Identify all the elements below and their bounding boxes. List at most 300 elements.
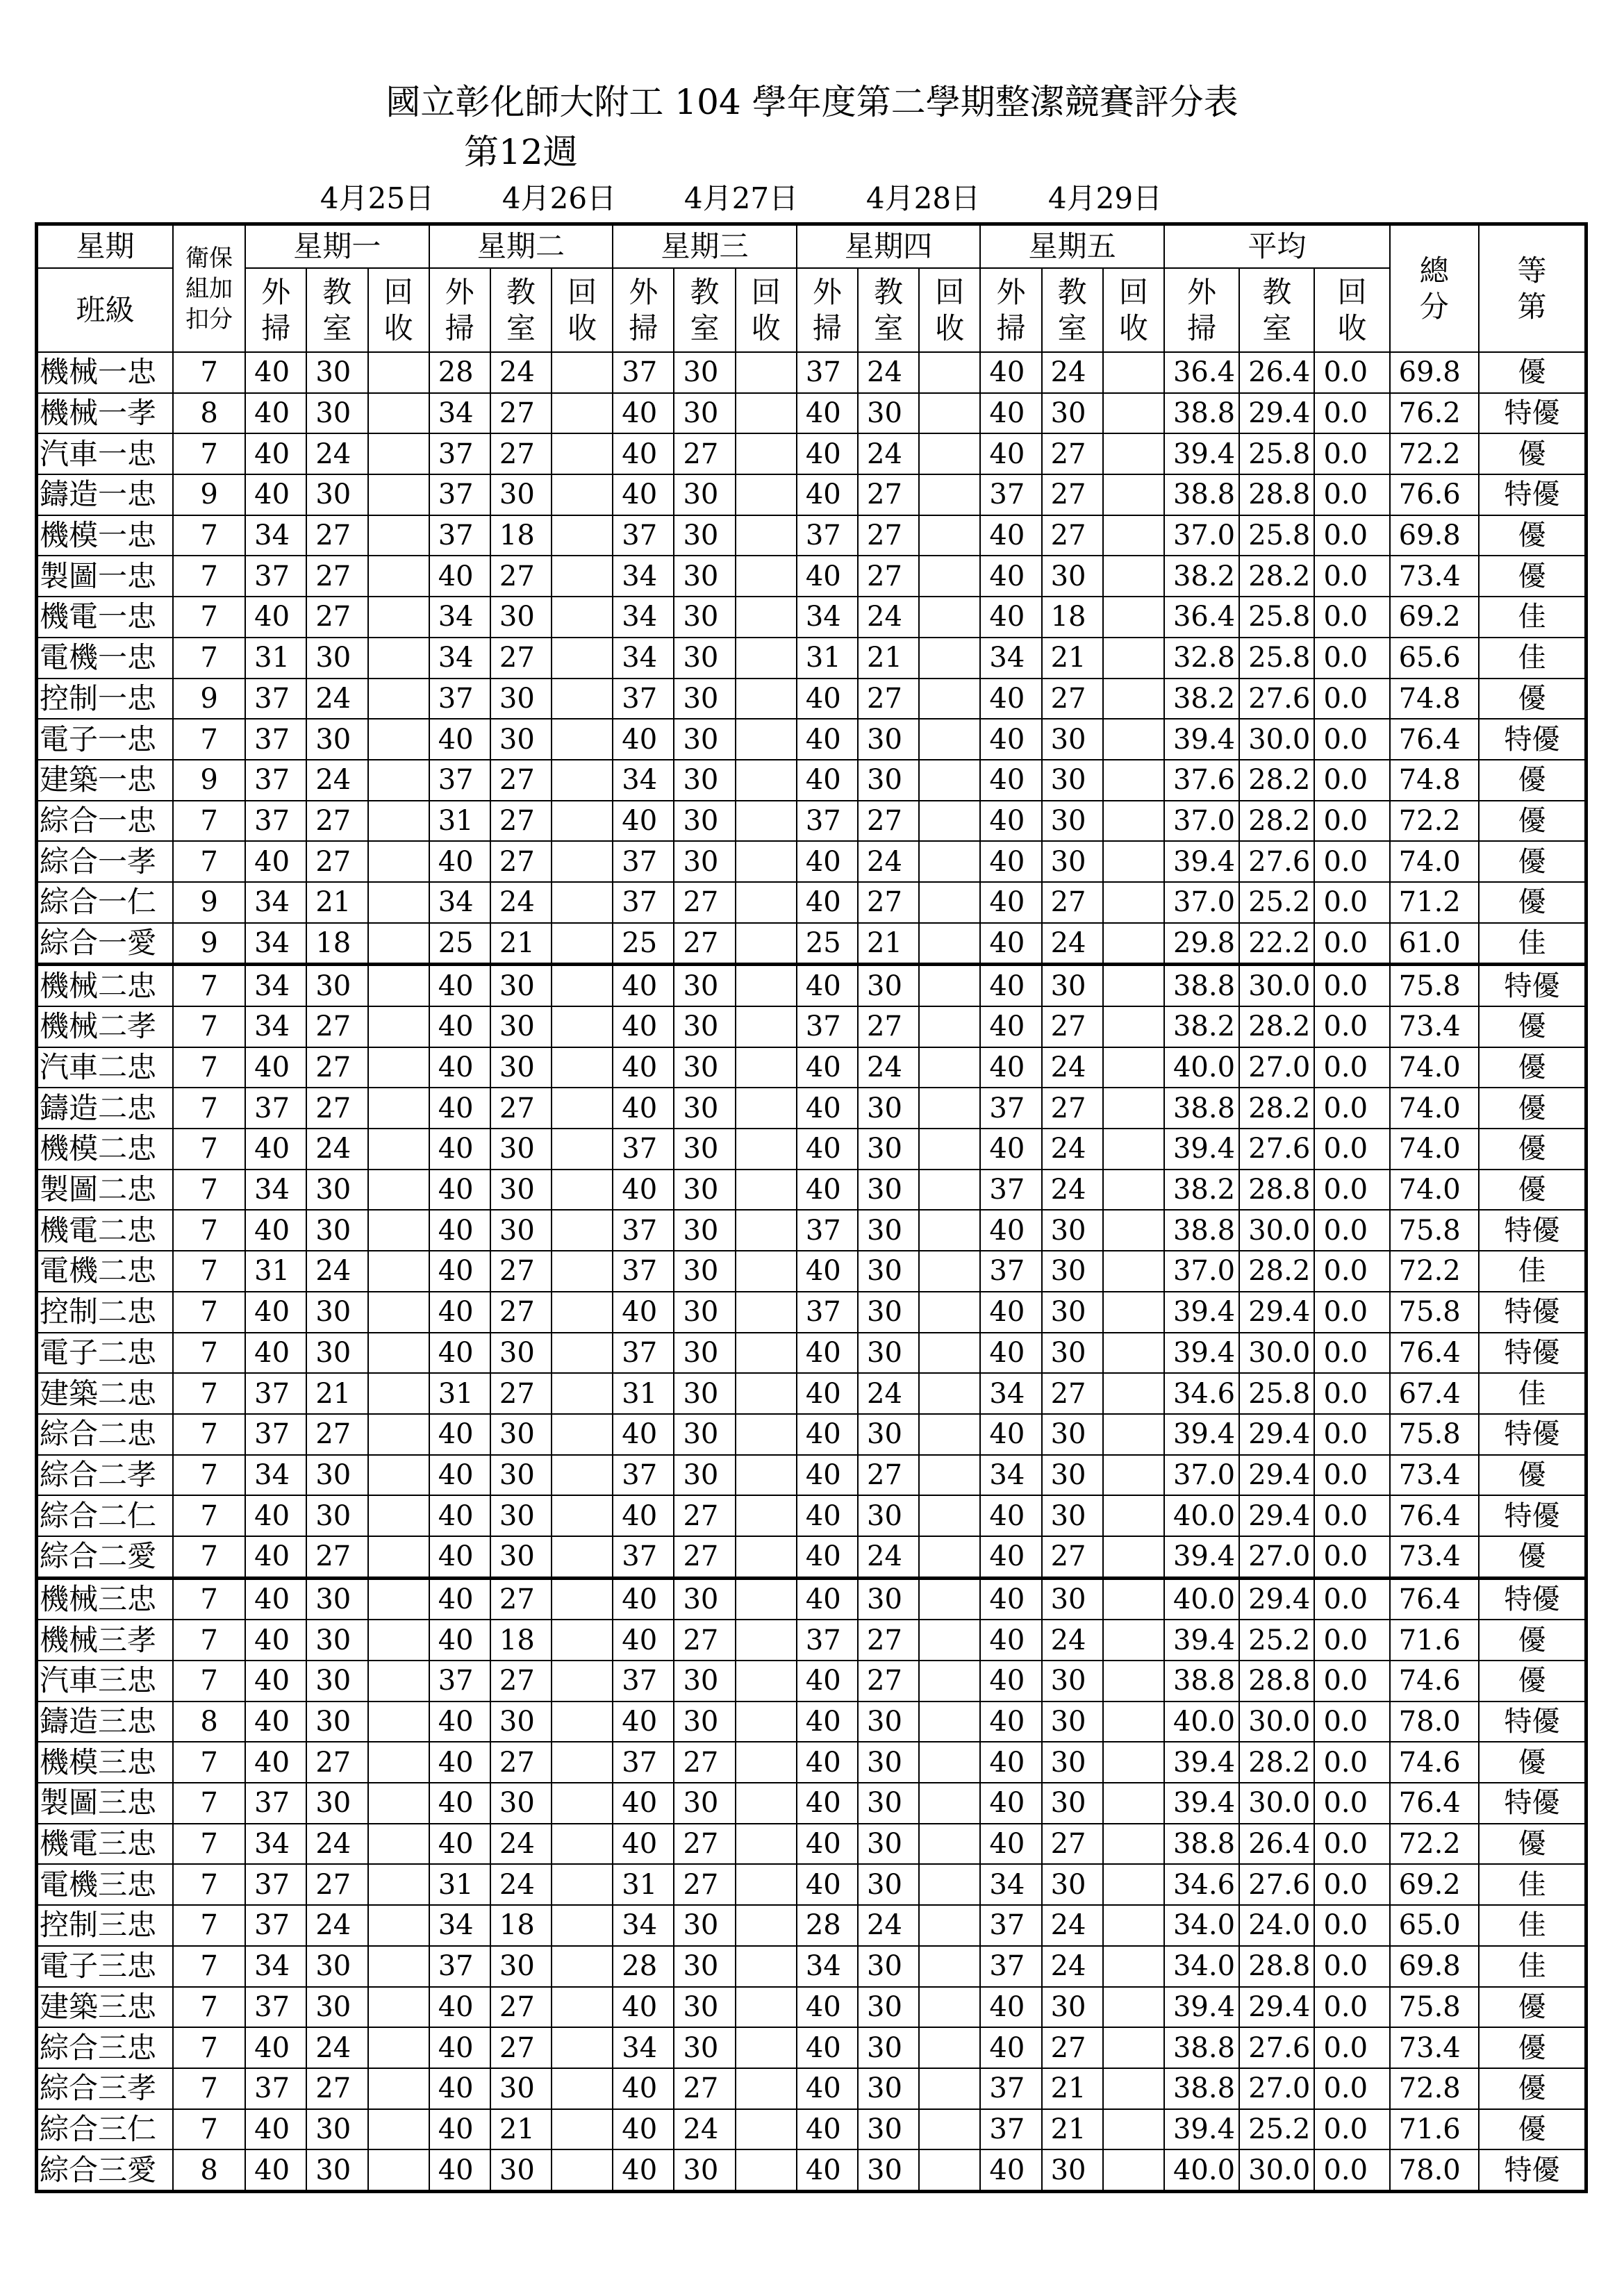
- outdoor-score-cell: 40: [429, 1414, 490, 1455]
- classroom-score-cell: 30: [858, 1251, 919, 1292]
- classroom-score-cell: 24: [858, 1373, 919, 1414]
- classroom-score-cell: 27: [306, 1088, 367, 1129]
- grade-cell: 特優: [1479, 1702, 1586, 1742]
- class-name-cell: 機模三忠: [37, 1742, 173, 1783]
- classroom-score-cell: 27: [1042, 2027, 1103, 2068]
- outdoor-score-cell: 34: [429, 638, 490, 679]
- recycle-score-cell: [736, 1088, 797, 1129]
- outdoor-score-cell: 40: [429, 1251, 490, 1292]
- avg-recycle-cell: 0.0: [1314, 638, 1389, 679]
- outdoor-score-cell: 40: [429, 2068, 490, 2109]
- subheader-line2: 掃: [996, 310, 1026, 345]
- classroom-score-cell: 30: [674, 760, 735, 801]
- avg-recycle-cell: 0.0: [1314, 393, 1389, 434]
- classroom-score-cell: 30: [674, 1170, 735, 1211]
- outdoor-score-cell: 37: [613, 1742, 674, 1783]
- total-score-cell: 72.2: [1390, 1251, 1479, 1292]
- classroom-score-cell: 24: [1042, 1905, 1103, 1946]
- grade-cell: 優: [1479, 1129, 1586, 1170]
- subheader-classroom: [490, 268, 552, 352]
- avg-recycle-cell: 0.0: [1314, 1006, 1389, 1047]
- deduction-cell: 7: [173, 2109, 245, 2150]
- outdoor-score-cell: 40: [980, 1006, 1041, 1047]
- recycle-score-cell: [368, 1292, 429, 1333]
- deduction-cell: 7: [173, 1373, 245, 1414]
- recycle-score-cell: [919, 1702, 980, 1742]
- recycle-score-cell: [919, 597, 980, 638]
- subheader-recycle: [1103, 268, 1164, 352]
- recycle-score-cell: [736, 1864, 797, 1905]
- avg-recycle-cell: 0.0: [1314, 882, 1389, 923]
- recycle-score-cell: [736, 841, 797, 882]
- recycle-score-cell: [368, 1006, 429, 1047]
- outdoor-score-cell: 40: [245, 2027, 306, 2068]
- grade-cell: 優: [1479, 1987, 1586, 2028]
- total-score-cell: 74.0: [1390, 841, 1479, 882]
- class-name-cell: 建築二忠: [37, 1373, 173, 1414]
- classroom-score-cell: 21: [306, 1373, 367, 1414]
- recycle-score-cell: [1103, 801, 1164, 842]
- subheader-outdoor: [245, 268, 306, 352]
- recycle-score-cell: [368, 801, 429, 842]
- outdoor-score-cell: 37: [613, 1333, 674, 1374]
- classroom-score-cell: 30: [858, 1495, 919, 1536]
- total-score-cell: 72.2: [1390, 433, 1479, 474]
- recycle-score-cell: [552, 1987, 613, 2028]
- table-row: [37, 1742, 1586, 1783]
- average-header: 平均: [1164, 224, 1390, 269]
- deduction-cell: 7: [173, 1251, 245, 1292]
- avg-outdoor-cell: 37.0: [1164, 1251, 1239, 1292]
- outdoor-score-cell: 37: [980, 1905, 1041, 1946]
- avg-outdoor-cell: 38.8: [1164, 1824, 1239, 1865]
- outdoor-score-cell: 37: [245, 679, 306, 719]
- classroom-score-cell: 27: [858, 515, 919, 556]
- grade-cell: 優: [1479, 515, 1586, 556]
- outdoor-score-cell: 37: [980, 2068, 1041, 2109]
- classroom-score-cell: 30: [858, 1864, 919, 1905]
- classroom-score-cell: 27: [674, 1620, 735, 1661]
- outdoor-score-cell: 40: [980, 1824, 1041, 1865]
- recycle-score-cell: [736, 719, 797, 760]
- total-score-cell: 76.4: [1390, 719, 1479, 760]
- subheader-text: [1338, 274, 1367, 347]
- grade-cell: 佳: [1479, 1864, 1586, 1905]
- recycle-score-cell: [552, 433, 613, 474]
- table-row: [37, 882, 1586, 923]
- avg-recycle-cell: 0.0: [1314, 1946, 1389, 1987]
- classroom-score-cell: 30: [306, 1661, 367, 1702]
- classroom-score-cell: 30: [1042, 1495, 1103, 1536]
- class-name-cell: 綜合三愛: [37, 2149, 173, 2191]
- classroom-score-cell: 24: [1042, 1946, 1103, 1987]
- recycle-score-cell: [919, 2068, 980, 2109]
- classroom-score-cell: 27: [306, 1536, 367, 1578]
- outdoor-score-cell: 34: [245, 1455, 306, 1496]
- recycle-score-cell: [552, 719, 613, 760]
- classroom-score-cell: 30: [674, 1905, 735, 1946]
- total-score-cell: 76.4: [1390, 1783, 1479, 1824]
- avg-classroom-cell: 27.6: [1239, 1864, 1314, 1905]
- recycle-score-cell: [368, 1251, 429, 1292]
- classroom-score-cell: 27: [858, 801, 919, 842]
- grade-cell: 優: [1479, 556, 1586, 597]
- classroom-score-cell: 27: [306, 2068, 367, 2109]
- outdoor-score-cell: 40: [429, 1129, 490, 1170]
- classroom-score-cell: 27: [858, 1455, 919, 1496]
- recycle-score-cell: [368, 1905, 429, 1946]
- table-row: [37, 597, 1586, 638]
- deduction-cell: 7: [173, 1987, 245, 2028]
- avg-outdoor-cell: 34.0: [1164, 1905, 1239, 1946]
- outdoor-score-cell: 40: [429, 1783, 490, 1824]
- deduction-cell: 8: [173, 2149, 245, 2191]
- subheader-outdoor: [980, 268, 1041, 352]
- avg-recycle-cell: 0.0: [1314, 1210, 1389, 1251]
- classroom-score-cell: 30: [490, 1783, 552, 1824]
- classroom-score-cell: 30: [306, 352, 367, 393]
- avg-outdoor-cell: 32.8: [1164, 638, 1239, 679]
- classroom-score-cell: 30: [306, 393, 367, 434]
- outdoor-score-cell: 40: [797, 2149, 858, 2191]
- subheader-line1: 外: [996, 274, 1026, 309]
- avg-outdoor-cell: 39.4: [1164, 433, 1239, 474]
- classroom-score-cell: 27: [490, 433, 552, 474]
- classroom-score-cell: 30: [674, 556, 735, 597]
- outdoor-score-cell: 40: [245, 1661, 306, 1702]
- recycle-score-cell: [1103, 556, 1164, 597]
- recycle-score-cell: [552, 1373, 613, 1414]
- subheader-recycle: [552, 268, 613, 352]
- classroom-score-cell: 30: [490, 2149, 552, 2191]
- subheader-line2: 收: [1337, 310, 1367, 345]
- classroom-score-cell: 21: [306, 882, 367, 923]
- classroom-score-cell: 27: [1042, 1824, 1103, 1865]
- recycle-score-cell: [1103, 393, 1164, 434]
- subheader-line1: 教: [690, 274, 720, 309]
- recycle-score-cell: [1103, 1414, 1164, 1455]
- table-row: [37, 1661, 1586, 1702]
- table-row: [37, 1129, 1586, 1170]
- subheader-line1: 回: [383, 274, 413, 309]
- subheader-text: [1119, 274, 1148, 347]
- outdoor-score-cell: 40: [613, 1824, 674, 1865]
- outdoor-score-cell: 40: [797, 1578, 858, 1620]
- avg-classroom-cell: 29.4: [1239, 1578, 1314, 1620]
- outdoor-score-cell: 40: [429, 1702, 490, 1742]
- classroom-score-cell: 30: [306, 2149, 367, 2191]
- classroom-score-cell: 30: [490, 719, 552, 760]
- classroom-score-cell: 30: [490, 1047, 552, 1088]
- recycle-score-cell: [1103, 1905, 1164, 1946]
- classroom-score-cell: 24: [306, 679, 367, 719]
- outdoor-score-cell: 40: [797, 1864, 858, 1905]
- grade-cell: 優: [1479, 1536, 1586, 1578]
- outdoor-score-cell: 40: [429, 1006, 490, 1047]
- deduction-cell: 8: [173, 393, 245, 434]
- outdoor-score-cell: 40: [429, 1088, 490, 1129]
- classroom-score-cell: 30: [1042, 1578, 1103, 1620]
- avg-classroom-cell: 27.6: [1239, 2027, 1314, 2068]
- deduction-cell: 7: [173, 841, 245, 882]
- recycle-score-cell: [1103, 1129, 1164, 1170]
- classroom-score-cell: 27: [858, 1620, 919, 1661]
- outdoor-score-cell: 34: [429, 882, 490, 923]
- outdoor-score-cell: 37: [797, 515, 858, 556]
- grade-cell: 佳: [1479, 923, 1586, 965]
- subheader-text: [935, 274, 964, 347]
- deduction-cell: 7: [173, 1333, 245, 1374]
- recycle-score-cell: [1103, 841, 1164, 882]
- classroom-score-cell: 30: [1042, 841, 1103, 882]
- recycle-score-cell: [1103, 923, 1164, 965]
- avg-outdoor-cell: 38.2: [1164, 1170, 1239, 1211]
- recycle-score-cell: [1103, 1251, 1164, 1292]
- class-name-cell: 綜合一仁: [37, 882, 173, 923]
- recycle-score-cell: [552, 1088, 613, 1129]
- deduction-cell: 7: [173, 1824, 245, 1865]
- classroom-score-cell: 30: [674, 1783, 735, 1824]
- outdoor-score-cell: 37: [613, 841, 674, 882]
- recycle-score-cell: [1103, 1006, 1164, 1047]
- subheader-line1: 回: [751, 274, 781, 309]
- classroom-score-cell: 30: [674, 1129, 735, 1170]
- outdoor-score-cell: 40: [245, 1578, 306, 1620]
- recycle-score-cell: [736, 1824, 797, 1865]
- outdoor-score-cell: 40: [245, 1129, 306, 1170]
- avg-outdoor-cell: 37.6: [1164, 760, 1239, 801]
- avg-classroom-cell: 25.2: [1239, 882, 1314, 923]
- day-header-fri: 星期五: [980, 224, 1164, 269]
- recycle-score-cell: [552, 2027, 613, 2068]
- avg-recycle-cell: 0.0: [1314, 719, 1389, 760]
- classroom-score-cell: 30: [306, 474, 367, 515]
- classroom-score-cell: 27: [1042, 1536, 1103, 1578]
- classroom-score-cell: 30: [674, 1414, 735, 1455]
- recycle-score-cell: [736, 1333, 797, 1374]
- avg-recycle-cell: 0.0: [1314, 1864, 1389, 1905]
- total-score-cell: 73.4: [1390, 1536, 1479, 1578]
- day-header-thu: 星期四: [797, 224, 981, 269]
- classroom-score-cell: 30: [1042, 1251, 1103, 1292]
- total-score-cell: 74.0: [1390, 1047, 1479, 1088]
- classroom-score-cell: 30: [674, 965, 735, 1006]
- outdoor-score-cell: 40: [797, 1702, 858, 1742]
- recycle-score-cell: [1103, 1536, 1164, 1578]
- avg-classroom-cell: 27.6: [1239, 679, 1314, 719]
- outdoor-score-cell: 34: [429, 597, 490, 638]
- outdoor-score-cell: 34: [613, 1905, 674, 1946]
- classroom-score-cell: 30: [674, 801, 735, 842]
- subheader-text: [261, 274, 290, 347]
- recycle-score-cell: [736, 1047, 797, 1088]
- outdoor-score-cell: 31: [797, 638, 858, 679]
- subheader-text: [690, 274, 720, 347]
- outdoor-score-cell: 34: [429, 1905, 490, 1946]
- avg-classroom-cell: 30.0: [1239, 1702, 1314, 1742]
- class-name-cell: 控制一忠: [37, 679, 173, 719]
- total-score-cell: 76.4: [1390, 1333, 1479, 1374]
- recycle-score-cell: [552, 1578, 613, 1620]
- outdoor-score-cell: 34: [429, 393, 490, 434]
- total-score-cell: 75.8: [1390, 1292, 1479, 1333]
- recycle-score-cell: [1103, 474, 1164, 515]
- classroom-score-cell: 30: [858, 1946, 919, 1987]
- subheader-line1: 教: [874, 274, 904, 309]
- outdoor-score-cell: 37: [613, 352, 674, 393]
- classroom-score-cell: 24: [858, 597, 919, 638]
- subheader-recycle: [1314, 268, 1389, 352]
- recycle-score-cell: [736, 638, 797, 679]
- outdoor-score-cell: 40: [980, 515, 1041, 556]
- avg-recycle-cell: 0.0: [1314, 760, 1389, 801]
- subheader-line1: 教: [1057, 274, 1087, 309]
- avg-outdoor-cell: 39.4: [1164, 719, 1239, 760]
- avg-outdoor-cell: 38.8: [1164, 1661, 1239, 1702]
- classroom-score-cell: 18: [306, 923, 367, 965]
- outdoor-score-cell: 40: [429, 1987, 490, 2028]
- table-row: [37, 1905, 1586, 1946]
- recycle-score-cell: [919, 1578, 980, 1620]
- subheader-recycle: [919, 268, 980, 352]
- outdoor-score-cell: 31: [245, 638, 306, 679]
- deduction-cell: 7: [173, 1006, 245, 1047]
- avg-recycle-cell: 0.0: [1314, 1905, 1389, 1946]
- total-score-cell: 72.8: [1390, 2068, 1479, 2109]
- avg-classroom-cell: 26.4: [1239, 1824, 1314, 1865]
- recycle-score-cell: [552, 1006, 613, 1047]
- outdoor-score-cell: 28: [797, 1905, 858, 1946]
- outdoor-score-cell: 34: [980, 638, 1041, 679]
- outdoor-score-cell: 40: [980, 1742, 1041, 1783]
- recycle-score-cell: [736, 1783, 797, 1824]
- deduction-cell: 7: [173, 1210, 245, 1251]
- total-score-cell: 76.6: [1390, 474, 1479, 515]
- recycle-score-cell: [368, 1088, 429, 1129]
- recycle-score-cell: [736, 1578, 797, 1620]
- outdoor-score-cell: 37: [245, 1373, 306, 1414]
- week-label: 第12週: [464, 132, 578, 172]
- deduction-cell: 7: [173, 719, 245, 760]
- subheader-line1: 教: [506, 274, 536, 309]
- avg-classroom-cell: 24.0: [1239, 1905, 1314, 1946]
- recycle-score-cell: [736, 1987, 797, 2028]
- recycle-score-cell: [736, 679, 797, 719]
- classroom-score-cell: 30: [1042, 1742, 1103, 1783]
- avg-outdoor-cell: 39.4: [1164, 1742, 1239, 1783]
- recycle-score-cell: [919, 1373, 980, 1414]
- outdoor-score-cell: 40: [613, 2149, 674, 2191]
- outdoor-score-cell: 40: [429, 1333, 490, 1374]
- recycle-score-cell: [919, 433, 980, 474]
- avg-recycle-cell: 0.0: [1314, 965, 1389, 1006]
- recycle-score-cell: [368, 352, 429, 393]
- classroom-score-cell: 18: [1042, 597, 1103, 638]
- table-row: [37, 801, 1586, 842]
- table-row: [37, 352, 1586, 393]
- avg-outdoor-cell: 40.0: [1164, 2149, 1239, 2191]
- recycle-score-cell: [552, 2149, 613, 2191]
- classroom-score-cell: 30: [858, 1987, 919, 2028]
- deduction-cell: 7: [173, 1661, 245, 1702]
- outdoor-score-cell: 40: [797, 2109, 858, 2150]
- classroom-score-cell: 21: [858, 923, 919, 965]
- subheader-line1: 外: [812, 274, 842, 309]
- outdoor-score-cell: 40: [980, 2149, 1041, 2191]
- recycle-score-cell: [919, 1047, 980, 1088]
- grade-cell: 佳: [1479, 1251, 1586, 1292]
- recycle-score-cell: [552, 474, 613, 515]
- recycle-score-cell: [1103, 352, 1164, 393]
- class-name-cell: 機械二忠: [37, 965, 173, 1006]
- outdoor-score-cell: 37: [613, 515, 674, 556]
- outdoor-score-cell: 40: [980, 352, 1041, 393]
- avg-recycle-cell: 0.0: [1314, 474, 1389, 515]
- outdoor-score-cell: 40: [613, 393, 674, 434]
- classroom-score-cell: 30: [1042, 1987, 1103, 2028]
- subheader-line2: 收: [567, 310, 597, 345]
- grade-cell: 優: [1479, 433, 1586, 474]
- classroom-score-cell: 24: [1042, 1620, 1103, 1661]
- classroom-score-cell: 27: [306, 556, 367, 597]
- recycle-score-cell: [368, 841, 429, 882]
- outdoor-score-cell: 34: [797, 597, 858, 638]
- classroom-score-cell: 30: [1042, 1455, 1103, 1496]
- subheader-outdoor: [429, 268, 490, 352]
- classroom-score-cell: 27: [858, 1661, 919, 1702]
- recycle-score-cell: [368, 474, 429, 515]
- classroom-score-cell: 30: [306, 1495, 367, 1536]
- class-name-cell: 建築三忠: [37, 1987, 173, 2028]
- avg-recycle-cell: 0.0: [1314, 1455, 1389, 1496]
- outdoor-score-cell: 37: [797, 352, 858, 393]
- grade-cell: 優: [1479, 1006, 1586, 1047]
- recycle-score-cell: [919, 1620, 980, 1661]
- total-header-line2: 分: [1419, 289, 1449, 324]
- avg-outdoor-cell: 40.0: [1164, 1495, 1239, 1536]
- deduction-cell: 7: [173, 1047, 245, 1088]
- outdoor-score-cell: 40: [980, 1661, 1041, 1702]
- table-row: [37, 1455, 1586, 1496]
- recycle-score-cell: [368, 1536, 429, 1578]
- outdoor-score-cell: 40: [980, 801, 1041, 842]
- recycle-score-cell: [368, 965, 429, 1006]
- outdoor-score-cell: 40: [613, 2109, 674, 2150]
- avg-outdoor-cell: 36.4: [1164, 352, 1239, 393]
- classroom-score-cell: 30: [490, 1129, 552, 1170]
- classroom-score-cell: 30: [490, 2068, 552, 2109]
- classroom-score-cell: 27: [674, 1864, 735, 1905]
- classroom-score-cell: 21: [490, 2109, 552, 2150]
- outdoor-score-cell: 25: [429, 923, 490, 965]
- subheader-text: [384, 274, 413, 347]
- recycle-score-cell: [919, 760, 980, 801]
- recycle-score-cell: [552, 1047, 613, 1088]
- outdoor-score-cell: 37: [980, 1946, 1041, 1987]
- avg-classroom-cell: 26.4: [1239, 352, 1314, 393]
- avg-outdoor-cell: 40.0: [1164, 1702, 1239, 1742]
- avg-outdoor-cell: 38.2: [1164, 679, 1239, 719]
- classroom-score-cell: 27: [490, 1251, 552, 1292]
- deduction-cell: 9: [173, 679, 245, 719]
- recycle-score-cell: [736, 2149, 797, 2191]
- recycle-score-cell: [1103, 1088, 1164, 1129]
- avg-recycle-cell: 0.0: [1314, 1251, 1389, 1292]
- outdoor-score-cell: 34: [980, 1864, 1041, 1905]
- outdoor-score-cell: 40: [797, 1170, 858, 1211]
- recycle-score-cell: [552, 393, 613, 434]
- deduction-cell: 7: [173, 1620, 245, 1661]
